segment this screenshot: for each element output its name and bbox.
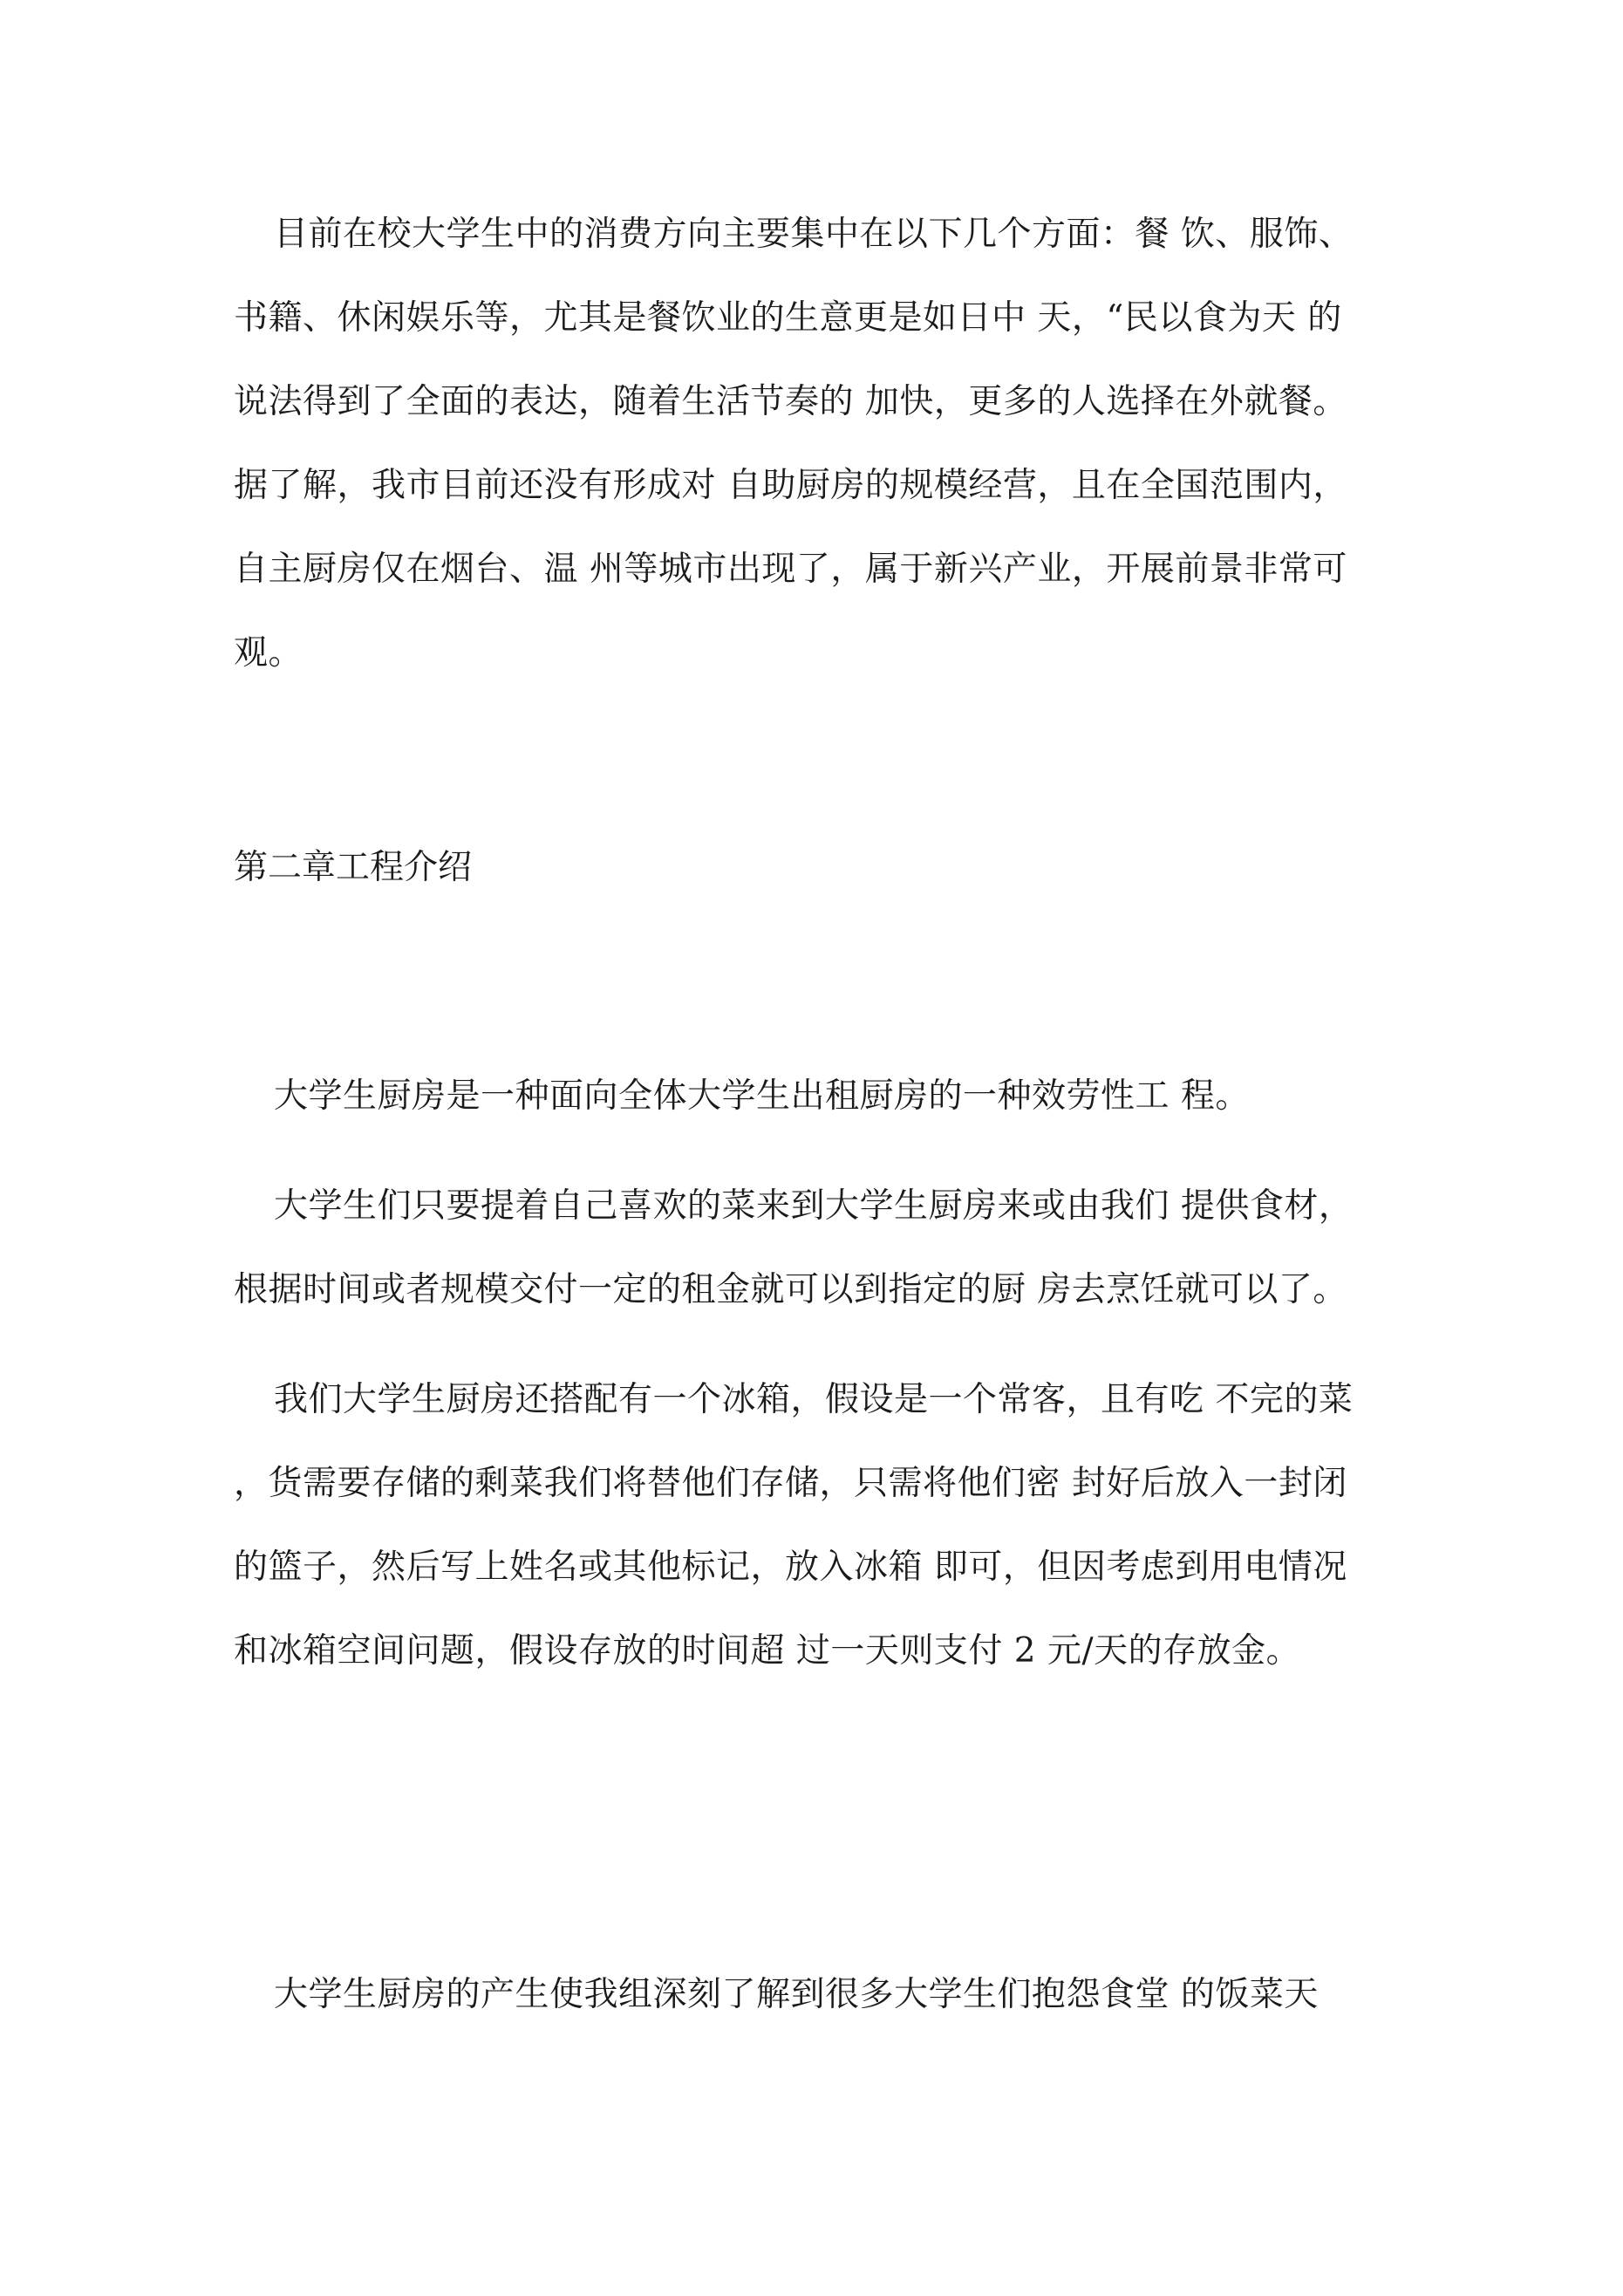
paragraph-1-line-4: 据了解，我市目前还没有形成对 自助厨房的规模经营，且在全国范围内， <box>234 466 1347 505</box>
chapter-heading: 第二章工程介绍 <box>234 848 473 887</box>
paragraph-4-line-1: 我们大学生厨房还搭配有一个冰箱，假设是一个常客，且有吃 不完的菜 <box>274 1380 1354 1419</box>
paragraph-1-line-3: 说法得到了全面的表达，随着生活节奏的 加快，更多的人选择在外就餐。 <box>234 382 1347 421</box>
paragraph-4-line-4: 和冰箱空间问题，假设存放的时间超 过一天则支付 2 元/天的存放金。 <box>234 1631 1301 1671</box>
paragraph-1-line-5: 自主厨房仅在烟台、温 州等城市出现了，属于新兴产业，开展前景非常可 <box>234 550 1347 589</box>
paragraph-1-line-6: 观。 <box>234 633 303 673</box>
paragraph-5-line-1: 大学生厨房的产生使我组深刻了解到很多大学生们抱怨食堂 的饭菜天 <box>274 1975 1319 2014</box>
paragraph-1-line-1: 目前在校大学生中的消费方向主要集中在以下几个方面：餐 饮、服饰、 <box>274 215 1354 254</box>
paragraph-3-line-1: 大学生们只要提着自己喜欢的菜来到大学生厨房来或由我们 提供食材， <box>274 1186 1354 1226</box>
paragraph-3-line-2: 根据时间或者规模交付一定的租金就可以到指定的厨 房去烹饪就可以了。 <box>234 1270 1347 1309</box>
paragraph-1-line-2: 书籍、休闲娱乐等，尤其是餐饮业的生意更是如日中 天，“民以食为天 的 <box>234 298 1342 338</box>
paragraph-4-line-3: 的篮子，然后写上姓名或其他标记，放入冰箱 即可，但因考虑到用电情况 <box>234 1548 1347 1587</box>
paragraph-4-line-2: ，货需要存储的剩菜我们将替他们存储，只需将他们密 封好后放入一封闭 <box>234 1464 1347 1503</box>
paragraph-2-line-1: 大学生厨房是一种面向全体大学生出租厨房的一种效劳性工 程。 <box>274 1076 1250 1116</box>
